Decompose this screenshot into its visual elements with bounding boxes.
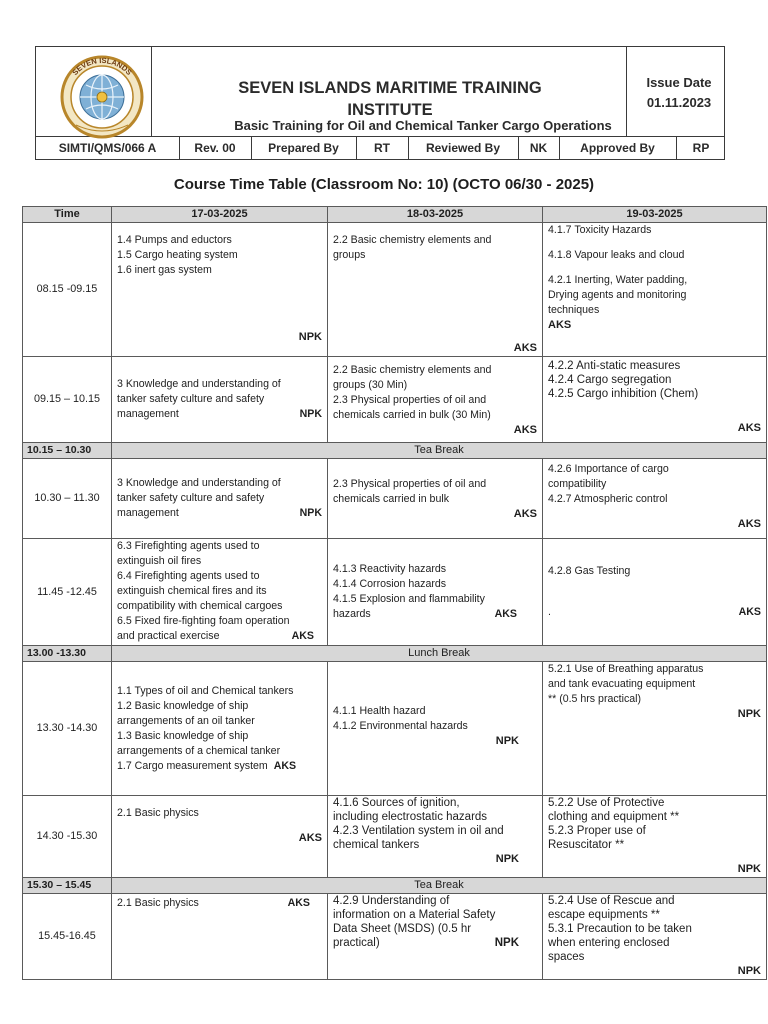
instructor-initials: NPK: [299, 408, 322, 420]
topic-line: and tank evacuating equipment: [548, 678, 696, 690]
approved-by-value: RP: [692, 141, 710, 155]
topic-line: chemicals carried in bulk: [333, 492, 449, 505]
topic-line: ** (0.5 hrs practical): [548, 693, 642, 705]
topic-line: 3 Knowledge and understanding of: [117, 378, 281, 390]
topic-text: management: [117, 408, 179, 420]
break-time: 13.00 -13.30: [23, 646, 112, 662]
topic-line-with-initials: [548, 605, 761, 620]
table-row: [23, 894, 767, 980]
topic-line: escape equipments **: [548, 909, 660, 921]
topic-line: 4.2.1 Inerting, Water padding,: [548, 274, 688, 286]
instructor-initials: AKS: [291, 630, 314, 642]
topic-line: chemical tankers: [333, 839, 420, 851]
topic-line: extinguish chemical fires and its: [117, 585, 267, 597]
topic-line: 4.2.6 Importance of cargo: [548, 463, 669, 475]
topic-line: clothing and equipment **: [548, 811, 680, 823]
topic-line: 2.3 Physical properties of oil and: [333, 477, 487, 490]
institute-logo: [56, 55, 148, 139]
session-cell: [543, 223, 767, 357]
session-cell: [328, 357, 543, 443]
topic-line-with-initials: [117, 407, 322, 422]
topic-line: 4.1.2 Environmental hazards: [333, 720, 468, 732]
topic-line: Resuscitator **: [548, 839, 625, 851]
topic-line: 5.2.2 Use of Protective: [548, 797, 665, 809]
table-row: [23, 539, 767, 646]
column-header-day3: 19-03-2025: [543, 207, 767, 223]
session-cell: [328, 796, 543, 878]
session-cell: [328, 459, 543, 539]
topic-line: 4.1.8 Vapour leaks and cloud: [548, 249, 685, 261]
column-header-day1: 17-03-2025: [112, 207, 328, 223]
break-label: Tea Break: [112, 443, 767, 459]
instructor-initials: AKS: [298, 832, 322, 844]
topic-line: 4.2.7 Atmospheric control: [548, 493, 668, 505]
topic-line: techniques: [548, 304, 600, 316]
session-cell: [543, 894, 767, 980]
topic-line: 5.2.1 Use of Breathing apparatus: [548, 663, 704, 675]
topic-line: 4.1.5 Explosion and flammability: [333, 593, 485, 605]
session-cell: [543, 459, 767, 539]
topic-line: arrangements of a chemical tanker: [117, 744, 281, 757]
approved-by-label: Approved By: [580, 141, 655, 155]
topic-text: and practical exercise: [117, 630, 220, 642]
topic-text: hazards: [333, 608, 371, 620]
topic-line: tanker safety culture and safety: [117, 492, 265, 504]
topic-line: 4.2.3 Ventilation system in oil and: [333, 825, 504, 837]
prepared-by-value: RT: [374, 141, 390, 155]
topic-line: 5.2.3 Proper use of: [548, 825, 646, 837]
session-cell: [112, 459, 328, 539]
topic-line: 4.2.2 Anti-static measures: [548, 360, 681, 372]
topic-line-with-initials: [333, 607, 537, 622]
table-row: [23, 796, 767, 878]
topic-line-with-initials: [117, 506, 322, 521]
document-header: [35, 46, 725, 160]
topic-line: compatibility with chemical cargoes: [117, 600, 283, 612]
topic-line: Drying agents and monitoring: [548, 289, 687, 301]
topic-line: 4.1.4 Corrosion hazards: [333, 578, 447, 590]
reviewed-by-label: Reviewed By: [425, 141, 501, 155]
topic-text: management: [117, 507, 179, 519]
topic-line: Data Sheet (MSDS) (0.5 hr: [333, 923, 472, 935]
break-label: Lunch Break: [112, 646, 767, 662]
course-title: Basic Training for Oil and Chemical Tanker Cargo Operations: [234, 118, 612, 133]
time-slot: 09.15 – 10.15: [23, 357, 112, 443]
timetable-header-row: [23, 207, 767, 223]
document-number: SIMTI/QMS/066 A: [58, 141, 157, 155]
instructor-initials: AKS: [513, 424, 537, 436]
session-cell: [112, 894, 328, 980]
topic-line: tanker safety culture and safety: [117, 393, 265, 405]
topic-line: 4.2.9 Understanding of: [333, 895, 450, 907]
break-time: 15.30 – 15.45: [23, 878, 112, 894]
issue-date-label: Issue Date: [646, 75, 712, 90]
timetable: [22, 206, 767, 980]
topic-line: 2.3 Physical properties of oil and: [333, 394, 487, 406]
column-header-day2: 18-03-2025: [328, 207, 543, 223]
topic-text: practical): [333, 937, 380, 949]
session-cell: [543, 357, 767, 443]
topic-line: chemicals carried in bulk (30 Min): [333, 409, 491, 421]
topic-line: 1.3 Basic knowledge of ship: [117, 729, 249, 742]
instructor-initials: AKS: [737, 422, 761, 434]
issue-date-value: 01.11.2023: [646, 95, 712, 110]
topic-text: .: [548, 606, 551, 618]
session-cell: [112, 796, 328, 878]
topic-line: compatibility: [548, 478, 607, 490]
break-row: [23, 443, 767, 459]
column-header-time: Time: [23, 207, 112, 223]
topic-line: when entering enclosed: [548, 937, 670, 949]
svg-text:SEVEN ISLANDS: SEVEN ISLANDS: [70, 55, 134, 77]
session-cell: [543, 539, 767, 646]
instructor-initials: NPK: [495, 735, 519, 747]
instructor-initials: NPK: [299, 507, 322, 519]
topic-line: extinguish oil fires: [117, 555, 202, 567]
session-cell: [543, 662, 767, 796]
topic-line: 4.1.6 Sources of ignition,: [333, 797, 460, 809]
session-cell: [328, 539, 543, 646]
topic-line: 5.3.1 Precaution to be taken: [548, 923, 692, 935]
instructor-initials: NPK: [495, 853, 519, 865]
session-cell: [112, 662, 328, 796]
topic-line: 4.1.3 Reactivity hazards: [333, 563, 447, 575]
break-label: Tea Break: [112, 878, 767, 894]
instructor-initials: AKS: [513, 342, 537, 354]
instructor-initials: AKS: [287, 897, 310, 909]
session-cell: [112, 223, 328, 357]
topic-line: 3 Knowledge and understanding of: [117, 477, 281, 489]
topic-line: 4.1.1 Health hazard: [333, 705, 426, 717]
topic-line: groups: [333, 249, 366, 261]
break-row: [23, 878, 767, 894]
topic-line: information on a Material Safety: [333, 909, 496, 921]
topic-line: 4.2.4 Cargo segregation: [548, 374, 672, 386]
instructor-initials: AKS: [737, 518, 761, 530]
topic-line: groups (30 Min): [333, 379, 408, 391]
session-cell: [543, 796, 767, 878]
topic-line: 2.1 Basic physics: [117, 807, 199, 819]
topic-line: 4.2.5 Cargo inhibition (Chem): [548, 388, 699, 400]
instructor-initials: NPK: [298, 331, 322, 343]
time-slot: 14.30 -15.30: [23, 796, 112, 878]
topic-line: 2.2 Basic chemistry elements and: [333, 234, 492, 246]
instructor-initials: NPK: [737, 965, 761, 977]
table-row: [23, 662, 767, 796]
topic-line: 4.1.7 Toxicity Hazards: [548, 224, 652, 236]
topic-line-with-initials: [333, 936, 537, 950]
topic-line-with-initials: [117, 896, 322, 911]
session-cell: [112, 357, 328, 443]
session-cell: [112, 539, 328, 646]
topic-line: including electrostatic hazards: [333, 811, 488, 823]
prepared-by-label: Prepared By: [268, 141, 339, 155]
topic-line: 1.1 Types of oil and Chemical tankers: [117, 684, 294, 697]
institute-name: [188, 77, 592, 121]
topic-text: 2.1 Basic physics: [117, 897, 199, 909]
institute-name-line1: SEVEN ISLANDS MARITIME TRAINING: [238, 79, 542, 97]
table-row: [23, 459, 767, 539]
topic-line-with-initials: [117, 759, 322, 774]
topic-line: 5.2.4 Use of Rescue and: [548, 895, 675, 907]
timetable-title: Course Time Table (Classroom No: 10) (OCTO 06/30 - 2025): [173, 176, 595, 193]
break-time: 10.15 – 10.30: [23, 443, 112, 459]
instructor-initials: NPK: [737, 708, 761, 720]
topic-text: 1.7 Cargo measurement system: [117, 759, 268, 772]
break-row: [23, 646, 767, 662]
topic-line: 1.2 Basic knowledge of ship: [117, 699, 249, 712]
topic-line: 1.5 Cargo heating system: [117, 249, 238, 261]
time-slot: 08.15 -09.15: [23, 223, 112, 357]
instructor-initials: NPK: [737, 863, 761, 875]
session-cell: [328, 223, 543, 357]
table-row: [23, 223, 767, 357]
instructor-initials: AKS: [548, 319, 572, 331]
topic-line: 6.3 Firefighting agents used to: [117, 540, 260, 552]
topic-line: 6.5 Fixed fire-fighting foam operation: [117, 615, 290, 627]
topic-line: 4.2.8 Gas Testing: [548, 565, 631, 577]
topic-line: arrangements of an oil tanker: [117, 714, 255, 727]
session-cell: [328, 662, 543, 796]
topic-line: 1.6 inert gas system: [117, 264, 212, 276]
topic-line: spaces: [548, 951, 585, 963]
instructor-initials: AKS: [273, 759, 297, 772]
instructor-initials: AKS: [738, 606, 761, 618]
time-slot: 13.30 -14.30: [23, 662, 112, 796]
instructor-initials: NPK: [494, 937, 519, 949]
institute-name-line2: INSTITUTE: [347, 101, 433, 119]
time-slot: 15.45-16.45: [23, 894, 112, 980]
revision: Rev. 00: [194, 141, 236, 155]
instructor-initials: AKS: [494, 608, 517, 620]
time-slot: 10.30 – 11.30: [23, 459, 112, 539]
instructor-initials: AKS: [513, 507, 537, 520]
topic-line: 2.2 Basic chemistry elements and: [333, 364, 492, 376]
time-slot: 11.45 -12.45: [23, 539, 112, 646]
session-cell: [328, 894, 543, 980]
reviewed-by-value: NK: [529, 141, 548, 155]
topic-line-with-initials: [117, 629, 322, 644]
topic-line: 1.4 Pumps and eductors: [117, 234, 232, 246]
table-row: [23, 357, 767, 443]
topic-line: 6.4 Firefighting agents used to: [117, 570, 260, 582]
